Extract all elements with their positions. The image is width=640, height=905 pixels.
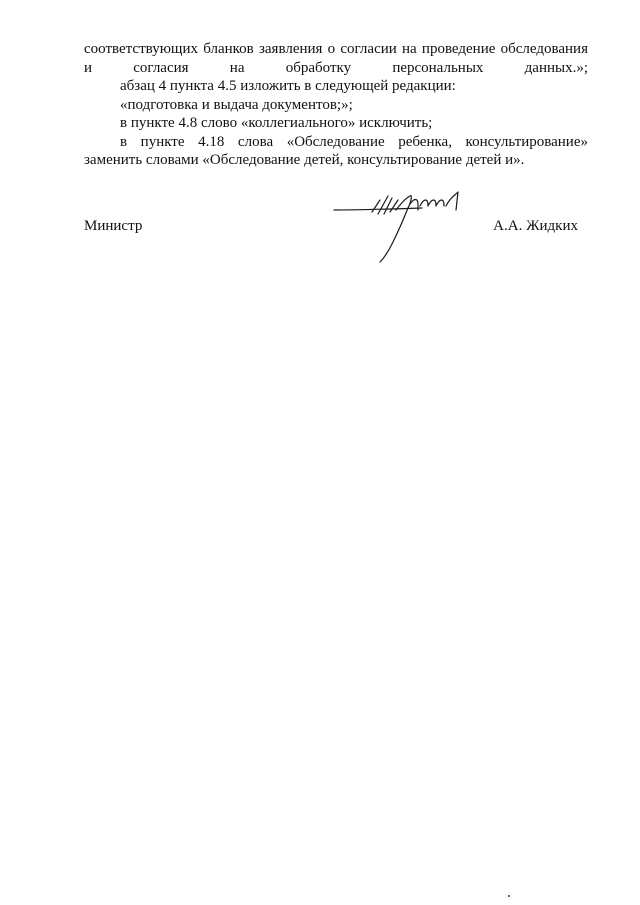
signature-row bbox=[84, 216, 584, 276]
document-body bbox=[84, 40, 588, 170]
handwritten-signature bbox=[332, 184, 482, 264]
signer-name: А.А. Жидких bbox=[493, 218, 578, 234]
paragraph-amendment-4-18 bbox=[84, 133, 588, 170]
paragraph-text: абзац 4 пункта 4.5 изложить в следующей редакции: bbox=[120, 78, 456, 94]
paragraph-text: «подготовка и выдача документов;»; bbox=[120, 96, 353, 113]
paragraph-text: в пункте 4.8 слово «коллегиального» исключить; bbox=[120, 115, 433, 131]
paragraph-text: соответствующих бланков заявления о согласии на проведение обследования и согласия на обработку персональных данных.»; bbox=[84, 41, 588, 76]
scan-speck bbox=[508, 895, 510, 897]
signer-title: Министр bbox=[84, 218, 143, 234]
paragraph-new-wording bbox=[84, 96, 588, 115]
paragraph-amendment-4-5 bbox=[84, 77, 588, 96]
paragraph-continuation-line-1 bbox=[84, 40, 588, 77]
paragraph-amendment-4-8 bbox=[84, 114, 588, 133]
paragraph-text: в пункте 4.18 слова «Обследование ребенка, консультирование» заменить словами «Обследование детей, консультирование детей и». bbox=[84, 133, 588, 168]
